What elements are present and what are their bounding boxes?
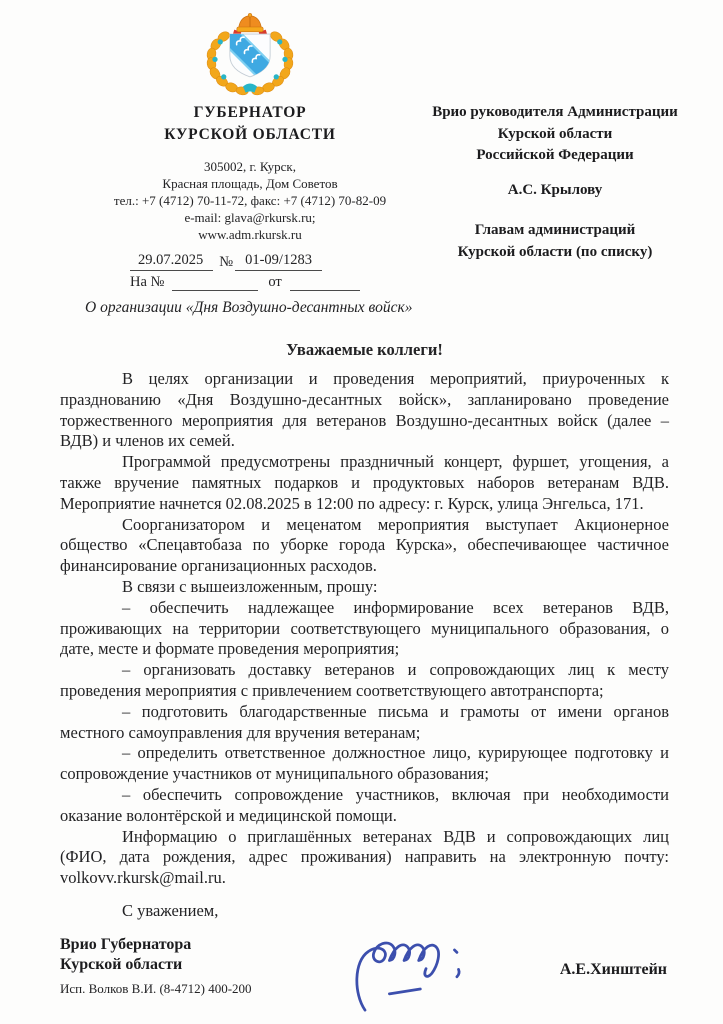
reply-date-blank-underline (290, 275, 360, 291)
sender-contact-block (55, 158, 445, 243)
signature-autograph (352, 919, 474, 1015)
reply-number-blank-underline (172, 275, 258, 291)
body-paragraph: Программой предусмотрены праздничный концерт, фуршет, угощения, а также вручение памятных подарков и продуктовых наборов ветеранам ВДВ. Мероприятие начнется 02.08.2025 в 12:00 по адресу: г. Курск, улица Энгельса, 171. (60, 452, 669, 513)
signer-position-line1: Врио Губернатора (60, 935, 192, 953)
sender-street-address: Красная площадь, Дом Советов (162, 176, 338, 191)
reference-block (130, 252, 370, 291)
secondary-recipient-block (406, 220, 704, 263)
secondary-recipient-line1: Главам администраций (474, 222, 636, 238)
recipient-org-line2: Курской области (497, 125, 613, 142)
signer-position-line2: Курской области (60, 956, 183, 974)
recipient-org-line1: Врио руководителя Администрации (432, 104, 678, 120)
sender-email: e-mail: glava@rkursk.ru; (184, 210, 316, 225)
body-list-item: – обеспечить надлежащее информирование всех ветеранов ВДВ, проживающих на территории соответствующего муниципального образования, о дате, месте и формате проведения мероприятия; (60, 597, 669, 659)
salutation: Уважаемые коллеги! (286, 340, 443, 359)
sender-title-line2: КУРСКОЙ ОБЛАСТИ (164, 126, 336, 143)
sender-title-line1: ГУБЕРНАТОР (193, 104, 307, 121)
body-list-item: – организовать доставку ветеранов и сопровождающих лиц к месту проведения мероприятия с привлечением соответствующего автотранспорта; (60, 660, 669, 700)
body-list-item: – подготовить благодарственные письма и грамоты от имени органов местного самоуправления для вручения ветеранам; (60, 701, 669, 742)
body-paragraph: Соорганизатором и меценатом мероприятия выступает Акционерное общество «Спецавтобаза по уборке города Курска», обеспечивающее частичное финансирование организационных расходов. (60, 514, 669, 576)
subject-line: О организации «Дня Воздушно-десантных войск» (85, 299, 413, 316)
recipient-org-line3: Российской Федерации (476, 147, 634, 163)
recipient-person-name: А.С. Крылову (507, 181, 603, 198)
body-paragraph: В связи с вышеизложенным, прошу: (122, 576, 378, 596)
secondary-recipient-line2: Курской области (по списку) (457, 243, 653, 260)
body-paragraph: Информацию о приглашённых ветеранах ВДВ и сопровождающих лиц (ФИО, дата рождения, адрес проживания) направить на электронную почту: volkovv.rkursk@mail.ru. (60, 826, 669, 888)
signer-name: А.Е.Хинштейн (559, 960, 667, 978)
number-sign: № (219, 254, 234, 270)
body-list-item: – определить ответственное должностное лицо, курирующее подготовку и сопровождение участников от муниципального образования; (60, 743, 669, 784)
body-paragraph: В целях организации и проведения мероприятий, приуроченных к празднованию «Дня Воздушно-десантных войск», запланировано проведение торжественного мероприятия для ветеранов Воздушно-десантных войск (далее – ВДВ) и членов их семей. (60, 369, 669, 451)
body-list-item: – обеспечить сопровождение участников, включая при необходимости оказание волонтёрской и медицинской помощи. (60, 784, 669, 825)
letter-date: 29.07.2025 (130, 252, 213, 271)
closing-phrase: С уважением, (122, 900, 219, 920)
sender-organization-name (55, 102, 445, 146)
incoming-reference-row (130, 274, 370, 291)
recipient-block (406, 102, 704, 263)
executor-info: Исп. Волков В.И. (8-4712) 400-200 (60, 980, 252, 996)
letter-body (60, 369, 669, 889)
sender-phone-fax: тел.: +7 (4712) 70-11-72, факс: +7 (4712) 70-82-09 (113, 193, 387, 208)
sender-postal-code-city: 305002, г. Курск, (204, 159, 296, 174)
outgoing-reference-row (130, 252, 370, 271)
sender-website: www.adm.rkursk.ru (198, 227, 302, 242)
reply-from-label: от (268, 274, 282, 290)
kursk-oblast-coat-of-arms-icon (197, 13, 303, 97)
letter-number: 01-09/1283 (235, 252, 322, 271)
sender-letterhead (55, 13, 445, 291)
letter-content (60, 299, 669, 1024)
reply-to-label: На № (130, 274, 165, 290)
signature-block (60, 935, 669, 1024)
